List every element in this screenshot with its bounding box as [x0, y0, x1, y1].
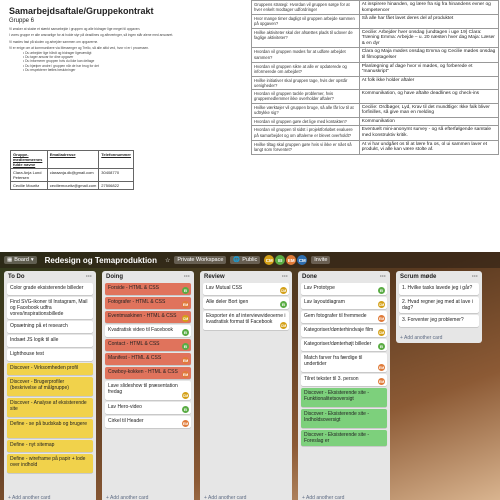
more-icon[interactable]: ···	[282, 274, 288, 280]
agreement-answer: Planlægning af dage hvor vi mødes, og forberede et "manuskript"	[359, 62, 498, 76]
doc-bullet: • Du tager ansvar for dine opgaver	[23, 55, 74, 60]
card-member-avatar[interactable]: CM	[280, 288, 287, 293]
card-title: Contact - HTML & CSS	[108, 341, 160, 347]
doc-bullet: • Du informerer gruppen hvis du ikke kan deltage	[23, 59, 95, 64]
doc-paragraphs	[9, 27, 242, 51]
add-card-button[interactable]: + Add another card	[106, 495, 149, 500]
add-card-button[interactable]: + Add another card	[204, 495, 247, 500]
card[interactable]	[301, 311, 387, 323]
agreement-answer: Cecilie: Ordbøger, Lyd, Krav til det mundtlige: Ikke falk bliver forfinilles, så give man en melding	[359, 103, 498, 117]
agreement-answer: At vi har undgået os til at lære fra os, ol ui sammen laver et produkt, vi alle kan være stolte af.	[359, 140, 498, 154]
table-header-cell: Telefonnummer	[99, 151, 134, 169]
agreement-question: Hvor mange timer dagligt vil gruppen arbejde sammen på opgaven?	[252, 15, 360, 28]
list-title[interactable]: To Do	[8, 274, 25, 280]
card[interactable]	[399, 283, 479, 295]
doc-bullets	[9, 51, 242, 73]
agreement-question: Hvordan vil gruppen tackle problemer, hvis gruppemedlemmer ikke overholder aftaler?	[252, 90, 360, 103]
card[interactable]	[301, 409, 387, 428]
card-title: Match farver fra færdige til undertider	[304, 355, 363, 367]
agreement-row	[252, 15, 499, 28]
card-member-avatar[interactable]: EI	[183, 330, 188, 335]
card-title: Tilret tekster til 3. person	[304, 376, 359, 382]
card-title: Alle deler Bort igen	[206, 299, 249, 305]
doc-bullet: • Du respekterer fælles beslutninger	[23, 68, 76, 73]
doc-paragraph: Vi ønsker at skabe et stærkt samarbejde i gruppen og alle bidrager lige meget til opgaven.	[9, 27, 141, 31]
card-member-avatar[interactable]: CM	[378, 302, 385, 307]
member-avatar[interactable]: CM	[297, 255, 307, 265]
trello-board	[0, 252, 500, 500]
list-title[interactable]: Doing	[106, 274, 123, 280]
agreement-answer: Cecilie: Arbejder hver onsdag (undtagen i uge 19) Clara: Træning Emma: Arbejde – u. 20 næsten hver dag Maja: Læser & en dyr	[359, 28, 498, 48]
visibility-button[interactable]	[230, 256, 260, 264]
workspace-button[interactable]: Private Workspace	[174, 256, 226, 264]
card-member-avatar[interactable]: CM	[182, 316, 189, 321]
card-member-avatar[interactable]: EM	[182, 358, 189, 363]
agreement-question: Hvordan vil gruppen sikre at alle er opdaterede og informerede om arbejdet?	[252, 62, 360, 76]
doc-paragraph: I vores gruppe er alle ansvarlige for at holde styr på deadlines og afleveringer, så ingen står alene med ansvaret.	[9, 33, 174, 38]
table-header-cell: Emailadresse	[47, 151, 99, 169]
card-title: Lav Prototype	[304, 285, 335, 291]
agreement-row	[252, 1, 499, 15]
card-title: Kategoriser/dønterhindvaje film	[304, 327, 374, 333]
board-button-label: Board	[14, 257, 29, 263]
agreement-question: Gruppens strategi: Hvordan vil gruppen sørge for at hver enkelt modtager udfordringer	[252, 1, 360, 15]
card-title: Eksporter én af interviewvideoerne i kvadratisk format til Facebook	[206, 313, 286, 325]
table-cell: Clara Anja Lund Petersen	[11, 169, 48, 182]
board-icon: ▦	[7, 257, 13, 263]
card-title: Define - wireframe på papir + lode over indhold	[10, 456, 86, 468]
table-cell: 27506822	[99, 182, 134, 190]
card-member-avatar[interactable]: EI	[281, 302, 286, 307]
card-member-avatar[interactable]: EI	[183, 288, 188, 293]
card-title: Manifest - HTML & CSS	[108, 355, 162, 361]
card-title: Define - se på budskab og brugere	[10, 421, 87, 427]
agreement-row	[252, 76, 499, 89]
card-title: Discover - Eksisterende site - Foreslag er	[304, 432, 370, 444]
table-row	[11, 169, 134, 182]
agreement-question: Hvordan vil gruppen til sidst i projektforløbet evaluere på samarbejdet og om aftalerne er blevet overholdt?	[252, 126, 360, 140]
card[interactable]	[105, 402, 191, 414]
agreement-row	[252, 48, 499, 62]
add-card-button[interactable]: + Add another card	[400, 335, 443, 341]
doc-bullet: • Du arbejder lige hårdt og bidrager ligeværdigt	[23, 50, 92, 55]
list-header	[400, 274, 478, 280]
card[interactable]	[7, 454, 93, 473]
card[interactable]	[301, 325, 387, 337]
list-scrum-m-de	[396, 271, 482, 343]
globe-icon: 🌐	[233, 257, 241, 263]
card-title: Opsætning på et research	[10, 323, 68, 329]
agreement-table	[251, 0, 499, 155]
document-right	[250, 0, 500, 252]
card[interactable]	[301, 283, 387, 295]
card[interactable]	[105, 381, 191, 400]
card-title: Kvadratisk video til Facebook	[108, 327, 174, 333]
card[interactable]	[399, 315, 479, 327]
more-icon[interactable]: ···	[380, 274, 386, 280]
card-title: Lave slideshow til præsentation fredag	[108, 383, 178, 395]
card-title: Cirkel til Header	[108, 418, 144, 424]
card-title: Forside - HTML & CSS	[108, 285, 159, 291]
card[interactable]	[301, 388, 387, 407]
card[interactable]	[105, 311, 191, 323]
agreement-answer: Så alle har fået lavet deres del af produktet	[359, 15, 498, 28]
card-title: Kategoriser/dønterhøjt billeder	[304, 341, 372, 347]
agreement-answer: Kommunikation, og have aftalte deadlines og check-ins	[359, 90, 498, 103]
card-title: Discover - Analyse af eksisterende site	[10, 400, 87, 412]
list-title[interactable]: Scrum møde	[400, 274, 437, 280]
visibility-label: Public	[242, 257, 258, 263]
card[interactable]	[7, 363, 93, 375]
agreement-question: Hvilke værktøjer vil gruppen bruge, så alle får lov til at udtrykke sig?	[252, 103, 360, 117]
agreement-row	[252, 90, 499, 103]
member-avatar[interactable]: EM	[286, 255, 296, 265]
agreement-row	[252, 140, 499, 154]
list-header	[106, 274, 190, 280]
board-title[interactable]: Redesign og Temaproduktion	[44, 255, 157, 265]
card-member-avatar[interactable]: EI	[379, 344, 384, 349]
doc-title: Samarbejdsaftale/Gruppekontrakt	[9, 6, 154, 16]
card[interactable]	[301, 374, 387, 386]
doc-paragraph: Vi mødes fast på skolen og arbejder sammen om opgaverne.	[9, 39, 99, 44]
card[interactable]	[203, 297, 289, 309]
card[interactable]	[7, 377, 93, 396]
card-member-avatar[interactable]: EI	[183, 407, 188, 412]
card[interactable]	[203, 283, 289, 295]
agreement-answer: Clara og Maja mødes onsdag Emma og Cecilie mødes onsdag til filmoptagelser	[359, 48, 498, 62]
card-title: Discover - Eksisterende site - Indholdsoversigt	[304, 411, 370, 423]
card-title: Cowboy-kokken - HTML & CSS	[108, 369, 178, 375]
card-member-avatar[interactable]: EI	[183, 344, 188, 349]
card-member-avatar[interactable]: EM	[182, 302, 189, 307]
doc-paragraph: Vi er enige om at kommunikere via Messenger og Trello, så alle altid ved, hvor vi er i processen.	[9, 46, 150, 51]
card-title: Lighthouse test	[10, 351, 44, 357]
card[interactable]	[105, 367, 191, 379]
card[interactable]	[7, 297, 93, 319]
doc-bullet: • Du hjælper andre i gruppen når de har brug for det	[23, 63, 99, 68]
agreement-question: Hvordan vil gruppen mødes for at udføre arbejdet sammen?	[252, 48, 360, 62]
card-member-avatar[interactable]: EI	[379, 288, 384, 293]
list-to-do	[4, 271, 96, 500]
card-title: Find SVG-ikoner til Instagram, Mail og Facebook udfra vores/inspirationsbillede	[10, 299, 88, 317]
add-card-button[interactable]: + Add another card	[302, 495, 345, 500]
chevron-down-icon: ▾	[30, 257, 34, 263]
agreement-answer: Kommunikation	[359, 117, 498, 126]
card-member-avatar[interactable]: EM	[378, 316, 385, 321]
more-icon[interactable]: ···	[472, 274, 478, 280]
list-header	[302, 274, 386, 280]
card[interactable]	[7, 349, 93, 361]
agreement-row	[252, 103, 499, 117]
card-title: Color grade eksisterende billeder	[10, 285, 84, 291]
card-title: 3. Forventer jeg problemer?	[402, 317, 464, 323]
card-title: Eventmaskinen - HTML & CSS	[108, 313, 177, 319]
board-lists	[4, 271, 482, 500]
card-title: Lav Mutual CSS	[206, 285, 243, 291]
card[interactable]	[105, 339, 191, 351]
card-title: 1. Hvilke tasks lavede jeg i går?	[402, 285, 473, 291]
card-member-avatar[interactable]: EM	[182, 421, 189, 426]
agreement-answer: Eventuelt mini-anonymt survey - og så efterfølgende samtale med konstruktiv kritik.	[359, 126, 498, 140]
members-table	[10, 150, 134, 190]
table-cell: claraanja.dk@gmail.com	[47, 169, 99, 182]
list-header	[8, 274, 92, 280]
member-avatar[interactable]: CM	[264, 255, 274, 265]
agreement-question: Hvilke tiltag skal gruppen gøre hvis vi ikke er nået så langt som forventet?	[252, 140, 360, 154]
table-cell: Cecilie Mouritz	[11, 182, 48, 190]
board-header	[0, 252, 500, 268]
agreement-answer: At folk ikke holder aftaler	[359, 76, 498, 89]
table-row	[11, 182, 134, 190]
invite-button[interactable]: Invite	[311, 256, 330, 264]
star-icon[interactable]: ☆	[164, 257, 171, 264]
agreement-row	[252, 117, 499, 126]
member-avatars	[264, 255, 307, 265]
card[interactable]	[105, 283, 191, 295]
list-header	[204, 274, 288, 280]
card[interactable]	[7, 335, 93, 347]
card-member-avatar[interactable]: EM	[378, 379, 385, 384]
card[interactable]	[7, 321, 93, 333]
card[interactable]	[105, 353, 191, 365]
list-title[interactable]: Done	[302, 274, 317, 280]
doc-group: Gruppe 6	[9, 18, 35, 24]
card-title: Define - nyt sitemap	[10, 442, 55, 448]
card-title: Discover - Virksomheden profil	[10, 365, 78, 371]
board-button[interactable]	[4, 256, 37, 264]
agreement-answer: At inspirere hinanden, og lære fra sig fra hinandens evner og kompetencer	[359, 1, 498, 15]
card-member-avatar[interactable]: CM	[182, 393, 189, 398]
card[interactable]	[203, 311, 289, 330]
list-done	[298, 271, 390, 500]
document-left	[0, 0, 250, 252]
card[interactable]	[7, 283, 93, 295]
card-member-avatar[interactable]: CM	[378, 330, 385, 335]
list-title[interactable]: Review	[204, 274, 225, 280]
card-title: Lav Hero-video	[108, 404, 142, 410]
card-title: 2. Hvad regner jeg med at lave i dag?	[402, 299, 473, 311]
card[interactable]	[105, 325, 191, 337]
card-title: Gem fotografer til fremmede	[304, 313, 367, 319]
member-avatar[interactable]: EI	[275, 255, 285, 265]
agreement-row	[252, 126, 499, 140]
card[interactable]	[399, 297, 479, 313]
agreement-row	[252, 62, 499, 76]
card[interactable]	[301, 430, 387, 446]
card[interactable]	[301, 353, 387, 372]
table-cell: ceciliemouritz@gmail.com	[47, 182, 99, 190]
card[interactable]	[7, 398, 93, 417]
card[interactable]	[7, 419, 93, 438]
card-title: Discover - Eksisterende site - Funktionalitetsoversigt	[304, 390, 370, 402]
more-icon[interactable]: ···	[184, 274, 190, 280]
card-title: Lav layoutdiagram	[304, 299, 345, 305]
card-member-avatar[interactable]: EM	[182, 372, 189, 377]
add-card-button[interactable]: + Add another card	[8, 495, 51, 500]
card[interactable]	[105, 416, 191, 428]
card-member-avatar[interactable]: CM	[280, 323, 287, 328]
more-icon[interactable]: ···	[86, 274, 92, 280]
card-title: Indsæt JS logik til alle	[10, 337, 59, 343]
card[interactable]	[7, 440, 93, 452]
table-header-cell: Gruppe-medlemmernes fulde navne	[11, 151, 48, 169]
agreement-question: Hvordan vil gruppen gøre det lige med kontakten?	[252, 117, 360, 126]
agreement-question: Hvilke aktiviteter skal der afsættes plads til udover de faglige aktiviteter?	[252, 28, 360, 48]
card[interactable]	[301, 339, 387, 351]
card-title: Fotografer - HTML & CSS	[108, 299, 166, 305]
list-doing	[102, 271, 194, 500]
card-title: Discover - Brugerprofiler (beskrivelse af målgruppe)	[10, 379, 69, 391]
card[interactable]	[105, 297, 191, 309]
table-cell: 30408770	[99, 169, 134, 182]
agreement-row	[252, 28, 499, 48]
card[interactable]	[301, 297, 387, 309]
agreement-question: Hvilke initiativer skal gruppen tage, hvis der opstår uenigheder?	[252, 76, 360, 89]
list-review	[200, 271, 292, 500]
card-member-avatar[interactable]: EM	[378, 365, 385, 370]
